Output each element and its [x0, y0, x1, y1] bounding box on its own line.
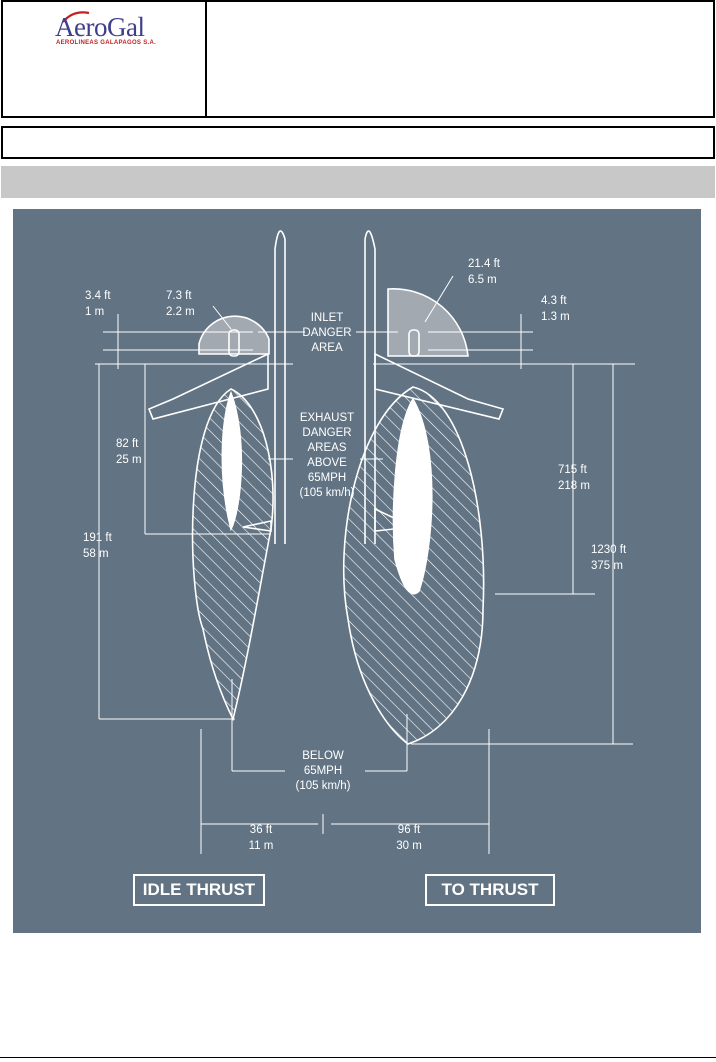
exhaust-label-3: AREAS: [307, 442, 347, 454]
idle-inlet-radius-ft: 7.3 ft: [166, 290, 192, 302]
inlet-label-3: AREA: [311, 342, 343, 354]
idle-aircraft: [149, 231, 285, 719]
section-title-bar: [1, 166, 715, 198]
exhaust-label-4: ABOVE: [307, 457, 347, 469]
exhaust-label-2: DANGER: [302, 427, 352, 439]
to-inlet-radius-m: 6.5 m: [468, 274, 497, 286]
idle-thrust-label: IDLE THRUST: [133, 874, 265, 906]
idle-fuselage: [275, 231, 285, 544]
idle-exhaust-low-m: 58 m: [83, 548, 109, 560]
below-label-2: 65MPH: [303, 765, 343, 777]
idle-exhaust-high-m: 25 m: [116, 454, 142, 466]
to-inlet-clearance-m: 1.3 m: [541, 311, 570, 323]
header-logo-cell: [1, 0, 207, 118]
inlet-label-2: DANGER: [302, 327, 352, 339]
header-title-cell: [205, 0, 715, 118]
idle-inlet-clearance-ft: 3.4 ft: [85, 290, 111, 302]
to-inlet-clearance-ft: 4.3 ft: [541, 295, 567, 307]
takeoff-aircraft: [344, 231, 503, 744]
to-exhaust-low-m: 375 m: [591, 560, 623, 572]
diagram-drawing: [13, 209, 701, 933]
to-exhaust-high-m: 218 m: [558, 480, 590, 492]
idle-width-ft: 36 ft: [249, 824, 273, 836]
to-exhaust-low-ft: 1230 ft: [591, 544, 627, 556]
idle-inlet-danger-area: [199, 316, 269, 354]
engine-danger-areas-diagram: [13, 209, 701, 933]
idle-width-m: 11 m: [248, 840, 274, 852]
exhaust-label-6: (105 km/h): [299, 487, 355, 499]
below-label-3: (105 km/h): [295, 780, 351, 792]
exhaust-label-5: 65MPH: [307, 472, 347, 484]
to-width-ft: 96 ft: [397, 824, 421, 836]
idle-exhaust-low-ft: 191 ft: [83, 532, 112, 544]
below-label-1: BELOW: [302, 750, 344, 762]
to-width-m: 30 m: [396, 840, 422, 852]
footer-rule: [0, 1057, 716, 1058]
inlet-label-1: INLET: [310, 312, 344, 324]
header-band: [1, 126, 715, 159]
idle-exhaust-high-ft: 82 ft: [116, 438, 139, 450]
exhaust-label-1: EXHAUST: [299, 412, 355, 424]
to-exhaust-high-ft: 715 ft: [558, 464, 587, 476]
to-thrust-label: TO THRUST: [425, 874, 555, 906]
to-inlet-radius-ft: 21.4 ft: [468, 258, 500, 270]
logo-wordmark: AeroGal: [55, 12, 145, 42]
idle-inlet-clearance-m: 1 m: [85, 306, 105, 318]
idle-inlet-radius-m: 2.2 m: [166, 306, 195, 318]
logo-tagline: AEROLINEAS GALAPAGOS S.A.: [56, 40, 157, 46]
takeoff-inlet-danger-area: [388, 289, 468, 356]
